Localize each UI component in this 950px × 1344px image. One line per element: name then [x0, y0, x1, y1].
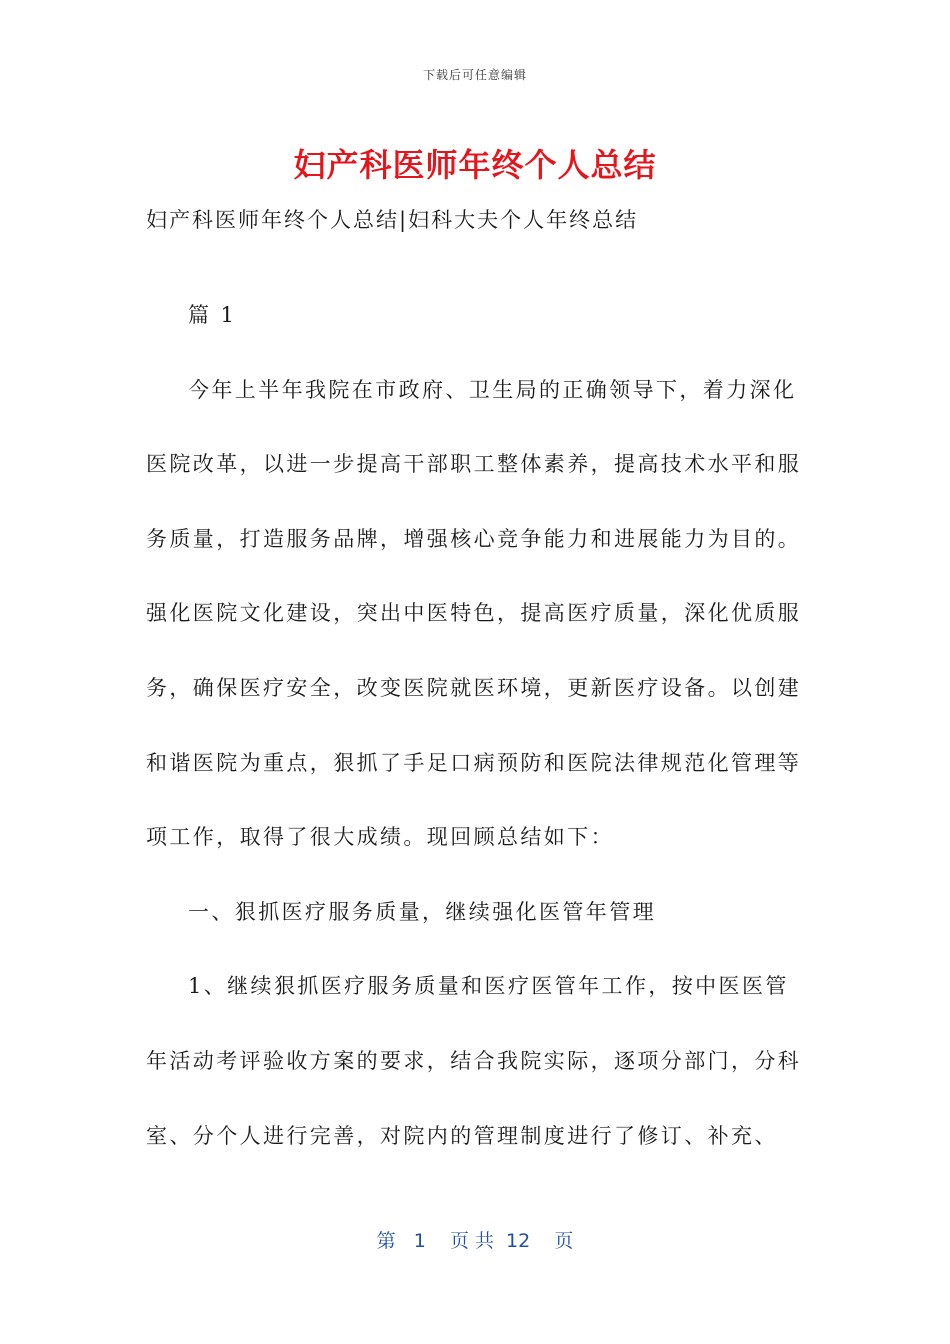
- document-body: [146, 278, 806, 1173]
- document-title: 妇产科医师年终个人总结: [293, 146, 657, 184]
- section-heading: 一、狠抓医疗服务质量，继续强化医管年管理: [188, 899, 656, 924]
- document-subtitle: 妇产科医师年终个人总结|妇科大夫个人年终总结: [146, 208, 639, 232]
- page-header-note: 下载后可任意编辑: [422, 68, 527, 82]
- section-label: 篇 1: [188, 303, 237, 327]
- body-paragraph: 1、继续狠抓医疗服务质量和医疗医管年工作，按中医医管年活动考评验收方案的要求，结合我院实际，逐项分部门，分科室、分个人进行完善，对院内的管理制度进行了修订、补充、: [146, 974, 802, 1148]
- page-number-footer: 第 1 页 共 12 页: [376, 1230, 574, 1252]
- body-paragraph: 今年上半年我院在市政府、卫生局的正确领导下，着力深化医院改革，以进一步提高干部职工整体素养，提高技术水平和服务质量，打造服务品牌，增强核心竞争能力和进展能力为目的。强化医院文化建设，突出中医特色，提高医疗质量，深化优质服务，确保医疗安全，改变医院就医环境，更新医疗设备。以创建和谐医院为重点，狠抓了手足口病预防和医院法律规范化管理等项工作，取得了很大成绩。现回顾总结如下：: [146, 377, 802, 850]
